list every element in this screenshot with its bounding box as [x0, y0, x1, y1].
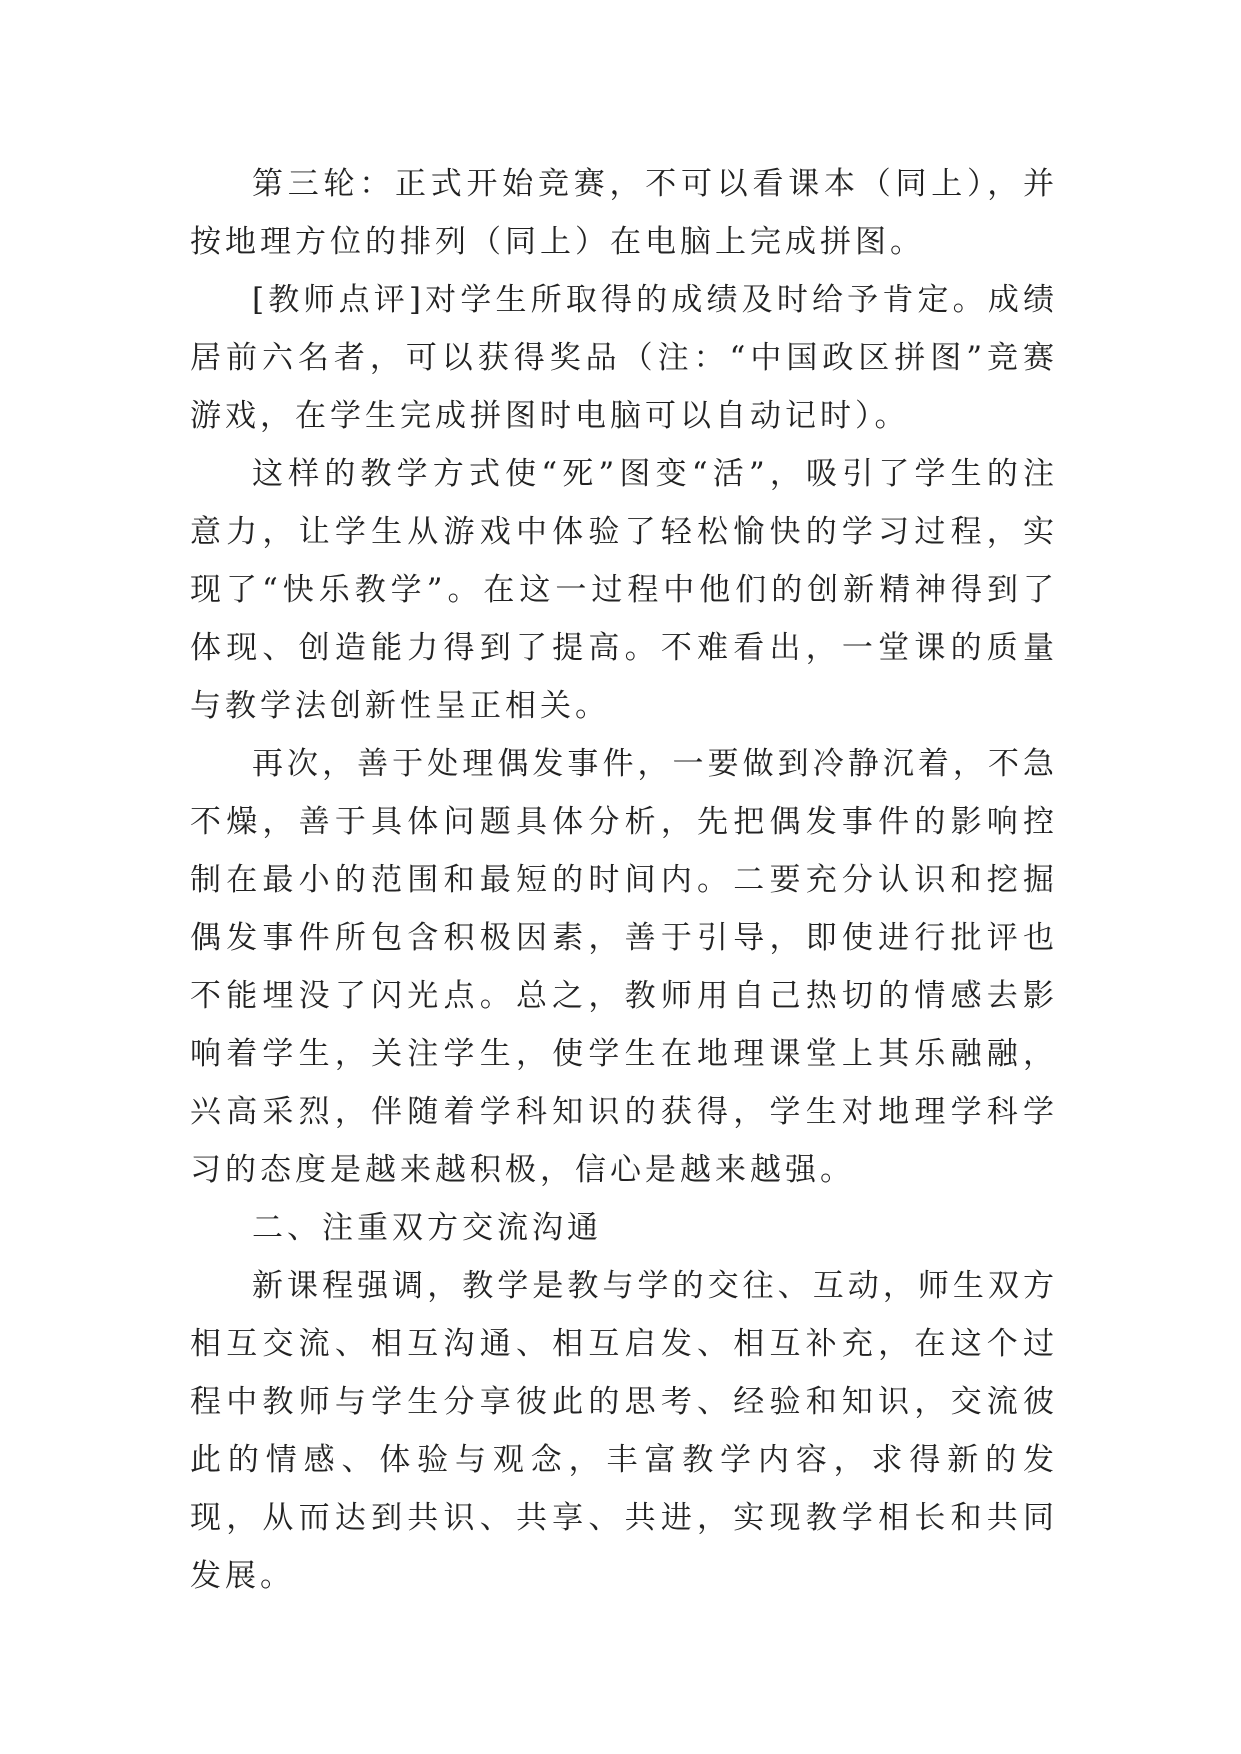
paragraph-happy-teaching: 这样的教学方式使“死”图变“活”，吸引了学生的注意力，让学生从游戏中体验了轻松愉快的学习过程，实现了“快乐教学”。在这一过程中他们的创新精神得到了体现、创造能力得到了提高。不难看出，一堂课的质量与教学法创新性呈正相关。 [190, 456, 1058, 724]
document-page [190, 155, 1058, 1605]
paragraph-new-curriculum: 新课程强调，教学是教与学的交往、互动，师生双方相互交流、相互沟通、相互启发、相互补充，在这个过程中教师与学生分享彼此的思考、经验和知识，交流彼此的情感、体验与观念，丰富教学内容，求得新的发现，从而达到共识、共享、共进，实现教学相长和共同发展。 [190, 1268, 1058, 1594]
paragraph-round-three: 第三轮：正式开始竞赛，不可以看课本（同上），并按地理方位的排列（同上）在电脑上完成拼图。 [190, 166, 1058, 260]
paragraph-incidental-events: 再次，善于处理偶发事件，一要做到冷静沉着，不急不燥，善于具体问题具体分析，先把偶发事件的影响控制在最小的范围和最短的时间内。二要充分认识和挖掘偶发事件所包含积极因素，善于引导，即使进行批评也不能埋没了闪光点。总之，教师用自己热切的情感去影响着学生，关注学生，使学生在地理课堂上其乐融融，兴高采烈，伴随着学科知识的获得，学生对地理学科学习的态度是越来越积极，信心是越来越强。 [190, 746, 1058, 1188]
paragraph-teacher-review: [教师点评]对学生所取得的成绩及时给予肯定。成绩居前六名者，可以获得奖品（注：“中国政区拼图”竞赛游戏，在学生完成拼图时电脑可以自动记时）。 [190, 282, 1058, 434]
section-heading: 二、注重双方交流沟通 [252, 1210, 602, 1246]
